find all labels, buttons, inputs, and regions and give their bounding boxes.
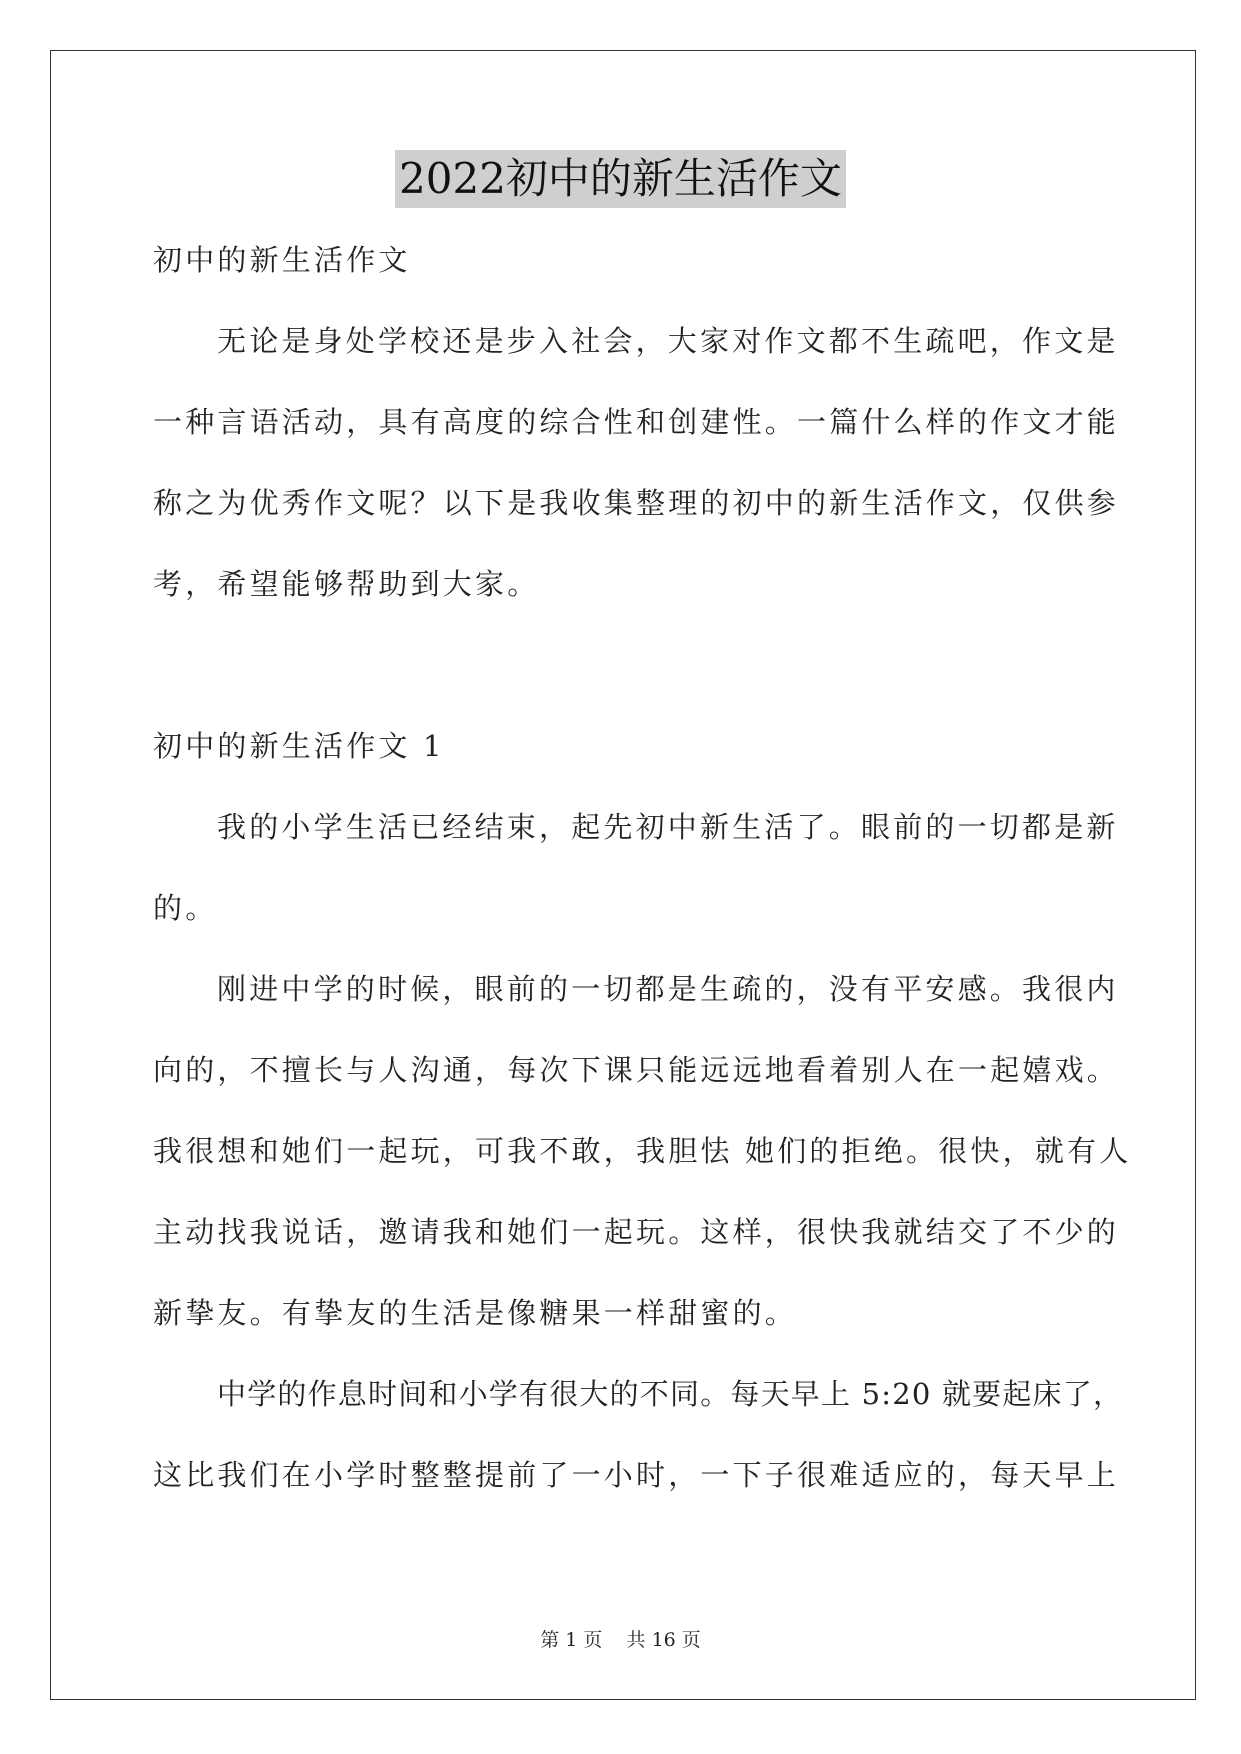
text-line: 称之为优秀作文呢？以下是我收集整理的初中的新生活作文，仅供参 (153, 486, 1120, 520)
text-line: 这比我们在小学时整整提前了一小时，一下子很难适应的，每天早上 (153, 1458, 1120, 1492)
text-line: 我的小学生活已经结束，起先初中新生活了。眼前的一切都是新 (217, 810, 1119, 844)
text-line: 无论是身处学校还是步入社会，大家对作文都不生疏吧，作文是 (217, 324, 1119, 358)
document-title: 2022初中的新生活作文 (395, 150, 846, 208)
total-pages: 共 16 页 (626, 1629, 701, 1651)
blank-line (153, 637, 1093, 718)
text-line: 初中的新生活作文 (153, 243, 411, 277)
text-line: 主动找我说话，邀请我和她们一起玩。这样，很快我就结交了不少的 (153, 1215, 1120, 1249)
text-line: 我很想和她们一起玩，可我不敢，我胆怯 她们的拒绝。很快，就有人 (153, 1134, 1132, 1168)
text-line: 新挚友。有挚友的生活是像糖果一样甜蜜的。 (153, 1296, 798, 1330)
page-number: 第 1 页 (540, 1629, 603, 1651)
text-line: 向的，不擅长与人沟通，每次下课只能远远地看着别人在一起嬉戏。 (153, 1053, 1120, 1087)
page-footer (0, 1626, 1241, 1654)
text-line: 刚进中学的时候，眼前的一切都是生疏的，没有平安感。我很内 (217, 972, 1119, 1006)
title-block (0, 150, 1241, 208)
document-body (153, 232, 1132, 1528)
text-line: 一种言语活动，具有高度的综合性和创建性。一篇什么样的作文才能 (153, 405, 1120, 439)
text-line: 中学的作息时间和小学有很大的不同。每天早上 5:20 就要起床了， (217, 1377, 1124, 1411)
text-line: 初中的新生活作文 1 (153, 729, 445, 763)
text-line: 考，希望能够帮助到大家。 (153, 567, 540, 601)
text-line: 的。 (153, 891, 218, 925)
